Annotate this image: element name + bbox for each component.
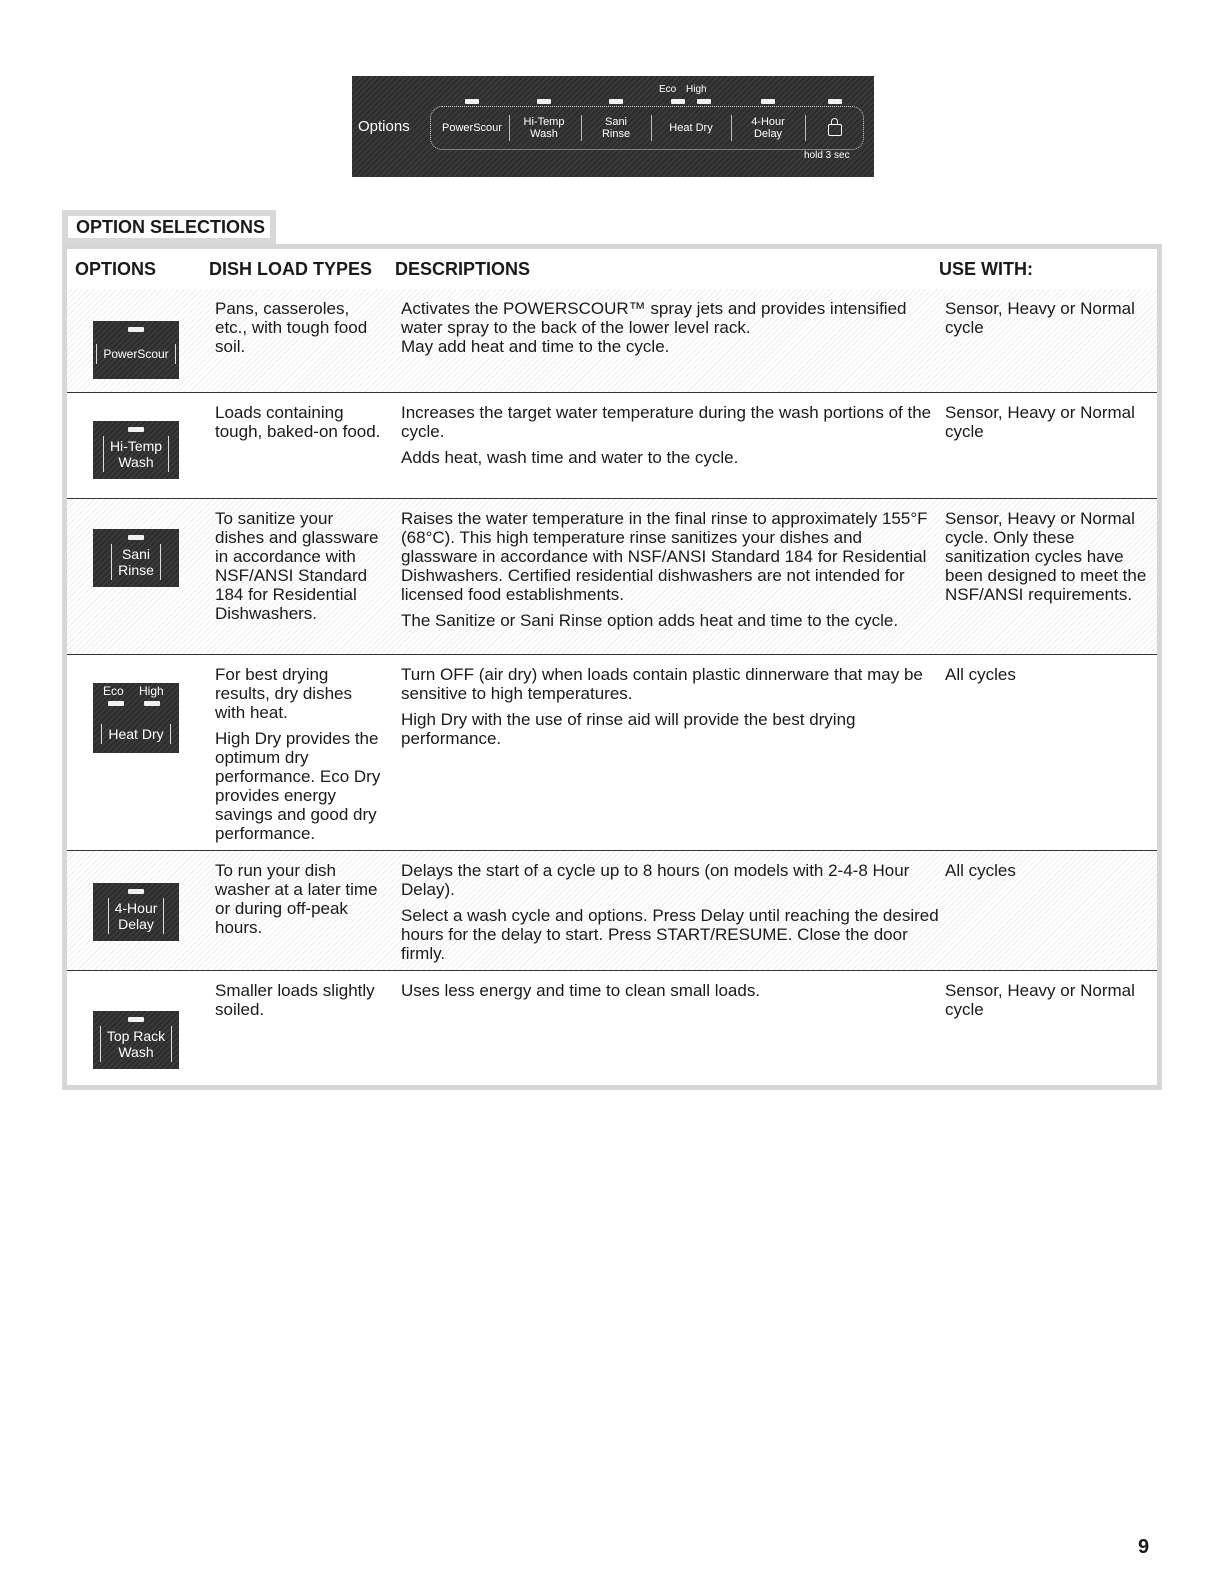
description-paragraph: High Dry with the use of rinse aid will provide the best drying performance.	[401, 710, 856, 748]
panel-button-label: PowerScour	[442, 122, 502, 134]
description-paragraph: May add heat and time to the cycle.	[401, 337, 670, 356]
panel-delay-button	[733, 107, 803, 149]
dish-load-cell: Smaller loads slightly soiled.	[215, 981, 375, 1019]
description-cell	[401, 665, 941, 755]
icon-label: Hi-Temp Wash	[103, 436, 169, 472]
description-paragraph: Uses less energy and time to clean small loads.	[401, 981, 761, 1000]
panel-sani-rinse-button	[583, 107, 649, 149]
icon-label: Sani Rinse	[111, 544, 161, 580]
section-title: OPTION SELECTIONS	[62, 210, 276, 244]
table-header	[67, 249, 1157, 291]
table-row-powerscour	[67, 289, 1157, 393]
dish-load-paragraph: High Dry provides the optimum dry performance. Eco Dry provides energy savings and good dry performance.	[215, 729, 381, 843]
description-paragraph: Raises the water temperature in the final rinse to approximately 155°F (68°C). This high temperature rinse sanitizes your dishes and glassware in accordance with NSF/ANSI Standard 184 for Residential Dishwashers. Certified residential dishwashers are not intended for licensed food establishments.	[401, 509, 928, 604]
hi-temp-wash-button-icon	[93, 421, 179, 479]
icon-label: 4-Hour Delay	[108, 898, 165, 934]
powerscour-button-icon	[93, 321, 179, 379]
description-cell	[401, 403, 941, 474]
delay-button-icon	[93, 883, 179, 941]
description-paragraph: Activates the POWERSCOUR™ spray jets and provides intensified water spray to the back of the lower level rack.	[401, 299, 907, 337]
panel-heat-dry-button	[653, 107, 729, 149]
description-cell	[401, 509, 941, 637]
description-cell	[401, 981, 941, 1007]
dish-load-paragraph: For best drying results, dry dishes with heat.	[215, 665, 352, 722]
description-paragraph: Delays the start of a cycle up to 8 hours (on models with 2-4-8 Hour Delay).	[401, 861, 910, 899]
panel-button-label: Heat Dry	[669, 122, 713, 134]
use-with-cell: Sensor, Heavy or Normal cycle	[945, 299, 1135, 337]
table-row-top-rack-wash	[67, 971, 1157, 1085]
panel-button-label: Hi-Temp Wash	[523, 116, 565, 140]
table-row-sani-rinse	[67, 499, 1157, 655]
header-dish-load-types: DISH LOAD TYPES	[209, 259, 373, 279]
panel-eco-label: Eco	[659, 84, 677, 95]
options-table	[62, 244, 1162, 1090]
icon-label: Top Rack Wash	[100, 1026, 172, 1062]
dish-load-cell: Loads containing tough, baked-on food.	[215, 403, 381, 441]
dish-load-cell	[215, 665, 385, 850]
use-with-cell: Sensor, Heavy or Normal cycle	[945, 981, 1135, 1019]
dish-load-cell: To sanitize your dishes and glassware in accordance with NSF/ANSI Standard 184 for Residential Dishwashers.	[215, 509, 379, 623]
dish-load-cell: Pans, casseroles, etc., with tough food soil.	[215, 299, 368, 356]
header-descriptions: DESCRIPTIONS	[395, 259, 531, 279]
panel-button-group	[430, 106, 864, 150]
panel-lock-button	[807, 107, 863, 149]
table-row-hi-temp-wash	[67, 393, 1157, 499]
icon-eco-label: Eco	[103, 684, 124, 698]
description-paragraph: Turn OFF (air dry) when loads contain plastic dinnerware that may be sensitive to high temperatures.	[401, 665, 923, 703]
description-paragraph: Select a wash cycle and options. Press Delay until reaching the desired hours for the delay to start. Press START/RESUME. Close the door firmly.	[401, 906, 939, 963]
panel-button-label: Sani Rinse	[601, 116, 631, 140]
top-rack-wash-button-icon	[93, 1011, 179, 1069]
panel-high-label: High	[686, 84, 707, 95]
table-row-delay	[67, 851, 1157, 971]
icon-label: Heat Dry	[101, 724, 170, 744]
lock-icon	[828, 124, 842, 136]
description-paragraph: Adds heat, wash time and water to the cycle.	[401, 448, 739, 467]
use-with-cell: Sensor, Heavy or Normal cycle	[945, 403, 1135, 441]
heat-dry-button-icon	[93, 683, 179, 753]
table-row-heat-dry	[67, 655, 1157, 851]
use-with-cell: Sensor, Heavy or Normal cycle. Only these sanitization cycles have been designed to meet the NSF/ANSI requirements.	[945, 509, 1147, 604]
description-cell	[401, 861, 941, 970]
description-paragraph: The Sanitize or Sani Rinse option adds heat and time to the cycle.	[401, 611, 899, 630]
header-use-with: USE WITH:	[939, 259, 1033, 279]
dish-load-cell: To run your dish washer at a later time or during off-peak hours.	[215, 861, 378, 937]
description-cell	[401, 299, 941, 363]
header-options: OPTIONS	[75, 259, 157, 279]
panel-button-label: 4-Hour Delay	[751, 116, 785, 140]
description-paragraph: Increases the target water temperature during the wash portions of the cycle.	[401, 403, 932, 441]
panel-powerscour-button	[437, 107, 507, 149]
use-with-cell: All cycles	[945, 861, 1016, 880]
panel-options-label: Options	[358, 118, 410, 135]
panel-hold-label: hold 3 sec	[804, 150, 850, 161]
use-with-cell: All cycles	[945, 665, 1016, 684]
sani-rinse-button-icon	[93, 529, 179, 587]
panel-hi-temp-wash-button	[511, 107, 577, 149]
page-number: 9	[1138, 1536, 1150, 1558]
icon-high-label: High	[139, 684, 164, 698]
control-panel-image	[352, 76, 874, 177]
icon-label: PowerScour	[96, 344, 175, 364]
